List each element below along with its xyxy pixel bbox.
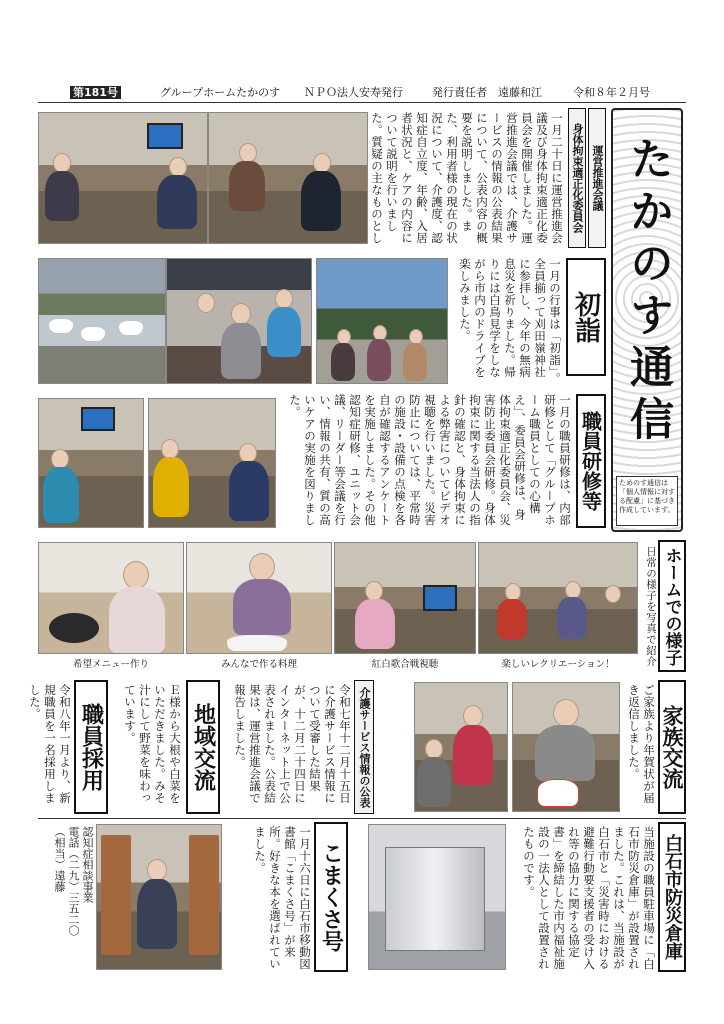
home-photo-menu xyxy=(38,542,184,654)
hatsumode-body: 一月の行事は「初詣」。全員揃って刈田嶺神社に参拝し、今年の無病息災を祈りました。帰りには白鳥見学をしながら市内のドライブを楽しみました。 xyxy=(458,258,562,385)
training-photo-1 xyxy=(38,398,144,528)
home-photo-cooking xyxy=(186,542,332,654)
issue-number: 第181号 xyxy=(70,86,121,100)
caption-recreation: 楽しいレクリエーション！ xyxy=(501,659,615,670)
meeting-body: 一月二十日に運営推進会議及び身体拘束適正化委員会を開催しました。運営推進会議では、介護サービスの情報の公表結果について、公表内容の概要を説明しました。また、利用者様の現在の状況について、介護度、認知症自立度、年齢、入居者状況と、ケアの内容について説明を行いました。質疑の主なものとし xyxy=(370,112,564,244)
contact-person: （相当）遠藤 xyxy=(53,826,66,892)
masthead-title: たかのす通信 xyxy=(622,136,673,448)
training-heading: 職員研修等 xyxy=(576,394,606,528)
home-heading: ホームでの様子 xyxy=(658,540,686,672)
hatsumode-heading: 初詣 xyxy=(566,258,606,376)
caption-menu: 希望メニュー作り xyxy=(72,659,149,670)
storage-shed-photo xyxy=(368,824,506,970)
contact-block xyxy=(38,826,94,972)
home-photo-recreation xyxy=(478,542,638,654)
publisher: ＮＰＯ法人安寿発行 xyxy=(304,86,403,99)
meeting-photo-2 xyxy=(208,112,368,244)
bousai-heading: 白石市防災倉庫 xyxy=(658,822,686,972)
caption-cooking: みんなで作る料理 xyxy=(220,659,297,670)
editor: 発行責任者 遠藤和江 xyxy=(432,86,542,99)
training-body: 一月の職員研修は、内部研修として「グループホーム職員としての心構え」、委員会研修は、身体拘束適正化委員会、災害防止委員会研修。身体拘束に関する当法人の指針の確認と、身体拘束による弊害についてビデオ視聴を行いました。災害防止については、平常時の施設・設備の点検を各自が確認するアンケートを実施しました。その他認知症研修、ユニット会議、リーダー等会議を行い、情報の共有、質の高いケアの実施を図りました。 xyxy=(288,394,572,526)
row-divider xyxy=(38,818,686,819)
saiyo-heading: 職員採用 xyxy=(74,680,108,814)
family-photo-1 xyxy=(414,682,508,812)
home-photo-tv xyxy=(334,542,476,654)
contact-phone: 電話（二九）三五二〇 xyxy=(67,826,80,936)
caption-tv: 紅白歌合戦視聴 xyxy=(371,659,439,670)
home-subheading: 日常の様子を写真で紹介 xyxy=(645,546,657,667)
contact-service: 認知症相談事業 xyxy=(81,826,94,903)
swan-photo xyxy=(38,258,166,384)
shrine-photo xyxy=(316,258,448,384)
kaigo-heading: 介護サービス情報の公表 xyxy=(354,680,374,814)
meeting-photo xyxy=(38,112,208,244)
komakusa-heading: こまくさ号 xyxy=(314,822,348,972)
family-photo-2 xyxy=(512,682,620,812)
header-rule xyxy=(38,102,686,103)
training-photo-2 xyxy=(148,398,276,528)
komakusa-body: 一月十六日に白石市移動図書館「こまくさ号」が来所。好きな本を選ばれていました。 xyxy=(253,826,312,970)
issue-date: 令和８年２月号 xyxy=(573,86,650,99)
org-name: グループホームたかのす xyxy=(160,86,281,99)
chiiki-body: Ｅ様から大根や白菜をいただきました。みそ汁にして野菜を味わっています。 xyxy=(123,684,182,804)
bus-photo xyxy=(166,258,312,384)
saiyo-body: 令和八年一月より、新規職員を一名採用しました。 xyxy=(28,684,72,804)
meeting-heading-2: 身体拘束適正化委員会 xyxy=(568,108,586,248)
bousai-body: 当施設の職員駐車場に「白石市防災倉庫」が設置されました。これは、当施設が白石市と「災害時における避難行動要支援者の受け入れ等の協力に関する協定書」を締結した市内福祉施設の一法人として設置されたものです。 xyxy=(522,826,656,970)
family-body: ご家族より年賀状が届き返信しました。 xyxy=(627,684,656,804)
mobile-library-photo xyxy=(96,824,222,970)
chiiki-heading: 地域交流 xyxy=(186,680,220,814)
meeting-heading-1: 運営推進会議 xyxy=(588,108,606,248)
family-heading: 家族交流 xyxy=(658,680,686,814)
kaigo-body: 令和七年十二月十五日に介護サービス情報について受審した結果が、十二月二十四日にインターネット上で公表されました。公表結果は、運営推進会議で報告しました。 xyxy=(233,684,352,804)
masthead-note: ためのす通信は「個人情報に対する配慮」に基づき作成しています。 xyxy=(616,476,678,526)
